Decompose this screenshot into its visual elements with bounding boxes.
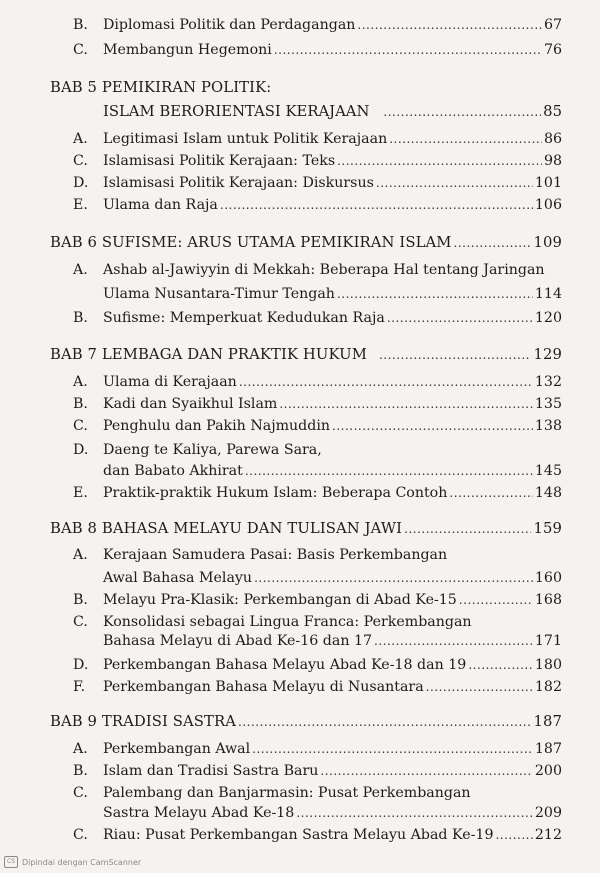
- dot-leader: [454, 234, 532, 252]
- dot-leader: [389, 130, 542, 148]
- toc-page-number: 76: [543, 42, 562, 58]
- toc-entry-cont: [103, 462, 562, 480]
- toc-page-number: 135: [534, 396, 562, 412]
- dot-leader: [404, 520, 531, 538]
- dot-leader: [374, 632, 533, 650]
- chapter-heading: BAB 5 PEMIKIRAN POLITIK:: [50, 79, 272, 96]
- chapter-title-cont: ISLAM BERORIENTASI KERAJAAN: [103, 103, 370, 120]
- toc-entry: A. Legitimasi Islam untuk Politik Kerajaan ..... 86: [73, 130, 562, 148]
- toc-entry: D. Perkembangan Bahasa Melayu Abad Ke-18 dan 19 ..... 180: [73, 656, 562, 674]
- toc-entry: A. Ashab al-Jawiyyin di Mekkah: Beberapa Hal tentang Jaringan: [73, 262, 545, 278]
- toc-page-number: 182: [534, 679, 562, 695]
- toc-page-number: 168: [534, 592, 562, 608]
- toc-page-number: 129: [533, 346, 562, 363]
- toc-entry: B. Diplomasi Politik dan Perdagangan ..... 67: [73, 16, 562, 34]
- toc-entry-title-cont: Bahasa Melayu di Abad Ke-16 dan 17: [103, 633, 373, 649]
- toc-entry-title-cont: dan Babato Akhirat: [103, 463, 243, 479]
- dot-leader: [274, 41, 542, 59]
- scanner-watermark: [4, 856, 141, 868]
- toc-entry-cont: [103, 632, 562, 650]
- toc-page-number: 212: [534, 827, 562, 843]
- dot-leader: [332, 417, 533, 435]
- dot-leader: [245, 462, 533, 480]
- dot-leader: [320, 762, 533, 780]
- toc-entry: C. Konsolidasi sebagai Lingua Franca: Perkembangan: [73, 614, 472, 630]
- toc-entry-cont: [103, 285, 562, 303]
- toc-page-number: 101: [534, 175, 562, 191]
- chapter-title: LEMBAGA DAN PRAKTIK HUKUM: [101, 346, 367, 363]
- toc-page-number: 120: [534, 310, 562, 326]
- toc-entry: C. Membangun Hegemoni ..... 76: [73, 41, 562, 59]
- toc-entry-title: Islamisasi Politik Kerajaan: Teks: [103, 153, 336, 169]
- toc-entry: C. Islamisasi Politik Kerajaan: Teks ..... 98: [73, 152, 562, 170]
- dot-leader: [238, 713, 531, 731]
- toc-entry-title: Penghulu dan Pakih Najmuddin: [103, 418, 331, 434]
- toc-entry-title: Kerajaan Samudera Pasai: Basis Perkembangan: [103, 547, 448, 563]
- dot-leader: [449, 484, 533, 502]
- chapter-heading-cont: [103, 103, 562, 121]
- toc-page-number: 171: [534, 633, 562, 649]
- chapter-title: BAHASA MELAYU DAN TULISAN JAWI: [101, 520, 403, 537]
- dot-leader: [220, 196, 533, 214]
- toc-entry: C. Penghulu dan Pakih Najmuddin ..... 138: [73, 417, 562, 435]
- dot-leader: [357, 16, 542, 34]
- toc-entry-title: Perkembangan Bahasa Melayu Abad Ke-18 dan 19: [103, 657, 467, 673]
- dot-leader: [337, 152, 542, 170]
- dot-leader: [296, 804, 533, 822]
- toc-entry-title: Diplomasi Politik dan Perdagangan: [103, 17, 356, 33]
- toc-entry-title: Ulama dan Raja: [103, 197, 218, 213]
- toc-entry: E. Praktik-praktik Hukum Islam: Beberapa Contoh ..... 148: [73, 484, 562, 502]
- toc-entry-title: Kadi dan Syaikhul Islam: [103, 396, 278, 412]
- chapter-heading: BAB 8 BAHASA MELAYU DAN TULISAN JAWI ..... 159: [50, 520, 562, 538]
- dot-leader: [383, 103, 541, 121]
- toc-entry: B. Sufisme: Memperkuat Kedudukan Raja ..... 120: [73, 309, 562, 327]
- dot-leader: [379, 346, 531, 364]
- toc-entry-title: Sufisme: Memperkuat Kedudukan Raja: [103, 310, 385, 326]
- toc-page-number: 138: [534, 418, 562, 434]
- toc-page-number: 187: [533, 713, 562, 730]
- toc-page-number: 109: [533, 234, 562, 251]
- toc-entry-title: Perkembangan Awal: [103, 741, 251, 757]
- dot-leader: [376, 174, 533, 192]
- toc-page-number: 159: [533, 520, 562, 537]
- toc-entry-title: Praktik-praktik Hukum Islam: Beberapa Contoh: [103, 485, 448, 501]
- toc-page-number: 160: [534, 570, 562, 586]
- dot-leader: [387, 309, 533, 327]
- toc-page-number: 106: [534, 197, 562, 213]
- chapter-title: SUFISME: ARUS UTAMA PEMIKIRAN ISLAM: [101, 234, 452, 251]
- dot-leader: [337, 285, 533, 303]
- chapter-title: TRADISI SASTRA: [101, 713, 237, 730]
- toc-page-number: 148: [534, 485, 562, 501]
- toc-entry-cont: [103, 569, 562, 587]
- camscanner-icon: CS: [4, 856, 18, 868]
- toc-page-number: 187: [534, 741, 562, 757]
- toc-entry-title: Melayu Pra-Klasik: Perkembangan di Abad Ke-15: [103, 592, 457, 608]
- toc-entry-title: Perkembangan Bahasa Melayu di Nusantara: [103, 679, 424, 695]
- dot-leader: [459, 591, 533, 609]
- toc-entry-title: Legitimasi Islam untuk Politik Kerajaan: [103, 131, 388, 147]
- chapter-heading: BAB 7 LEMBAGA DAN PRAKTIK HUKUM ..... 129: [50, 346, 562, 364]
- toc-entry-title: Islam dan Tradisi Sastra Baru: [103, 763, 319, 779]
- toc-entry-cont: [103, 804, 562, 822]
- dot-leader: [239, 373, 533, 391]
- toc-page-number: 180: [534, 657, 562, 673]
- toc-entry: A. Ulama di Kerajaan ..... 132: [73, 373, 562, 391]
- toc-page-number: 98: [543, 153, 562, 169]
- toc-entry-title-cont: Sastra Melayu Abad Ke-18: [103, 805, 295, 821]
- dot-leader: [254, 569, 533, 587]
- dot-leader: [495, 826, 532, 844]
- toc-page-number: 114: [534, 286, 562, 302]
- toc-entry: D. Daeng te Kaliya, Parewa Sara,: [73, 442, 322, 458]
- toc-entry: C. Palembang dan Banjarmasin: Pusat Perkembangan: [73, 785, 471, 801]
- toc-page-number: 86: [543, 131, 562, 147]
- toc-entry: B. Kadi dan Syaikhul Islam ..... 135: [73, 395, 562, 413]
- toc-entry-title: Ashab al-Jawiyyin di Mekkah: Beberapa Hal tentang Jaringan: [103, 262, 545, 278]
- toc-entry-title-cont: Awal Bahasa Melayu: [103, 570, 253, 586]
- toc-entry: C. Riau: Pusat Perkembangan Sastra Melayu Abad Ke-19 ..... 212: [73, 826, 562, 844]
- toc-page-number: 132: [534, 374, 562, 390]
- chapter-title: PEMIKIRAN POLITIK:: [101, 79, 272, 96]
- toc-page-number: 67: [543, 17, 562, 33]
- toc-entry: F. Perkembangan Bahasa Melayu di Nusantara ..... 182: [73, 678, 562, 696]
- toc-entry: B. Melayu Pra-Klasik: Perkembangan di Abad Ke-15 ..... 168: [73, 591, 562, 609]
- dot-leader: [426, 678, 533, 696]
- chapter-heading: BAB 6 SUFISME: ARUS UTAMA PEMIKIRAN ISLAM ..... 109: [50, 234, 562, 252]
- toc-page-number: 200: [534, 763, 562, 779]
- dot-leader: [252, 740, 533, 758]
- toc-entry: B. Islam dan Tradisi Sastra Baru ..... 200: [73, 762, 562, 780]
- toc-page-number: 85: [543, 103, 562, 120]
- toc-entry-title: Riau: Pusat Perkembangan Sastra Melayu Abad Ke-19: [103, 827, 494, 843]
- dot-leader: [468, 656, 533, 674]
- toc-entry: E. Ulama dan Raja ..... 106: [73, 196, 562, 214]
- dot-leader: [279, 395, 533, 413]
- toc-entry-title: Daeng te Kaliya, Parewa Sara,: [103, 442, 322, 458]
- chapter-heading: BAB 9 TRADISI SASTRA ..... 187: [50, 713, 562, 731]
- watermark-text: Dipindai dengan CamScanner: [22, 857, 142, 867]
- toc-entry-title: Ulama di Kerajaan: [103, 374, 237, 390]
- toc-entry-title: Membangun Hegemoni: [103, 42, 272, 58]
- toc-entry-title: Islamisasi Politik Kerajaan: Diskursus: [103, 175, 374, 191]
- toc-entry-title-cont: Ulama Nusantara-Timur Tengah: [103, 286, 335, 302]
- toc-entry-title: Konsolidasi sebagai Lingua Franca: Perkembangan: [103, 614, 472, 630]
- toc-entry: D. Islamisasi Politik Kerajaan: Diskursus ..... 101: [73, 174, 562, 192]
- toc-page-number: 145: [534, 463, 562, 479]
- toc-entry-title: Palembang dan Banjarmasin: Pusat Perkembangan: [103, 785, 471, 801]
- toc-entry: A. Kerajaan Samudera Pasai: Basis Perkembangan: [73, 547, 448, 563]
- toc-entry: A. Perkembangan Awal ..... 187: [73, 740, 562, 758]
- toc-page-number: 209: [534, 805, 562, 821]
